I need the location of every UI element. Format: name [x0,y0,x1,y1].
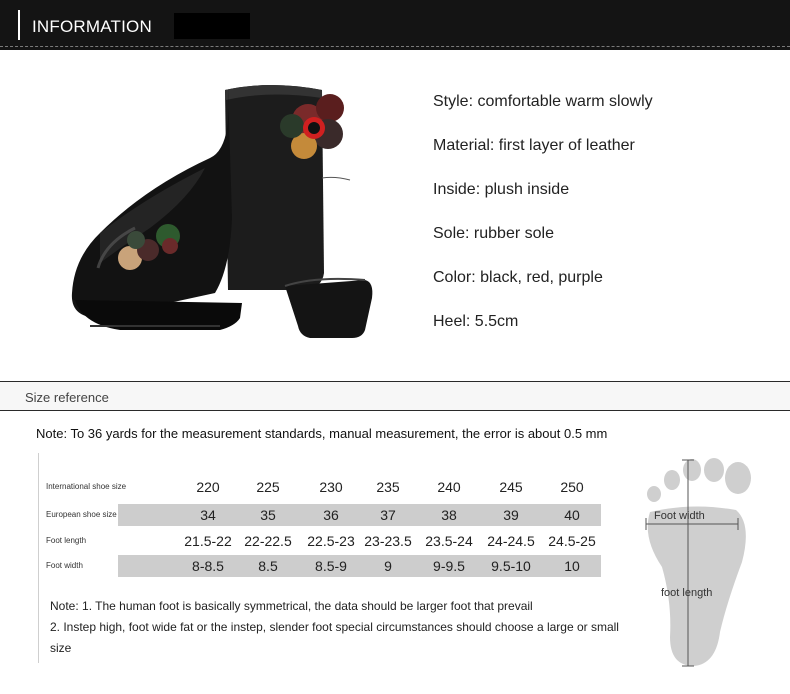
row-label: International shoe size [46,482,127,491]
boot-image [60,68,400,368]
table-row-foot-length [38,530,608,552]
table-cell: 39 [503,507,519,523]
measurement-note: Note: To 36 yards for the measurement standards, manual measurement, the error is about 0.5 mm [36,426,608,441]
row-label: Foot width [46,561,83,570]
table-cell: 8.5-9 [315,558,347,574]
table-cell: 9-9.5 [433,558,465,574]
spec-list [433,91,653,355]
foot-width-label: Foot width [654,510,705,522]
size-reference-header [0,381,790,411]
table-cell: 21.5-22 [184,533,232,549]
spec-sole: Sole: rubber sole [433,225,554,242]
size-reference-label: Size reference [25,390,109,405]
table-cell: 38 [441,507,457,523]
table-cell: 35 [260,507,276,523]
foot-outline [632,452,762,672]
row-label: Foot length [46,536,87,545]
table-cell: 22.5-23 [307,533,355,549]
table-cell: 24-24.5 [487,533,535,549]
table-cell: 36 [323,507,339,523]
table-row-international [38,476,608,498]
table-cell: 37 [380,507,396,523]
spec-color: Color: black, red, purple [433,269,603,286]
dashed-divider [0,46,790,47]
table-cell: 9.5-10 [491,558,531,574]
table-cell: 24.5-25 [548,533,596,549]
spec-style: Style: comfortable warm slowly [433,93,653,110]
size-note-2: 2. Instep high, foot wide fat or the instep, slender foot special circumstances should choose a large or small size [50,620,619,655]
information-header [0,0,790,50]
size-note-1: Note: 1. The human foot is basically symmetrical, the data should be larger foot that prevail [50,599,533,613]
spec-heel: Heel: 5.5cm [433,313,519,330]
table-cell: 8-8.5 [192,558,224,574]
table-cell: 22-22.5 [244,533,292,549]
row-label: European shoe size [46,510,117,519]
table-cell: 225 [256,479,280,495]
redacted-box [174,13,250,39]
foot-length-label: foot length [661,587,713,599]
header-title: INFORMATION [32,17,152,36]
header-accent-bar [18,10,20,40]
table-cell: 220 [196,479,220,495]
table-cell: 8.5 [258,558,278,574]
table-cell: 250 [560,479,584,495]
table-cell: 23.5-24 [425,533,473,549]
table-cell: 40 [564,507,580,523]
table-cell: 10 [564,558,580,574]
table-cell: 230 [319,479,343,495]
table-row-foot-width [38,555,608,577]
table-cell: 235 [376,479,400,495]
foot-diagram [632,452,762,672]
table-cell: 9 [384,558,392,574]
spec-material: Material: first layer of leather [433,137,635,154]
spec-inside: Inside: plush inside [433,181,570,198]
table-cell: 240 [437,479,461,495]
table-cell: 23-23.5 [364,533,412,549]
table-row-european [38,504,608,526]
table-cell: 34 [200,507,216,523]
size-notes [50,596,630,659]
table-cell: 245 [499,479,523,495]
